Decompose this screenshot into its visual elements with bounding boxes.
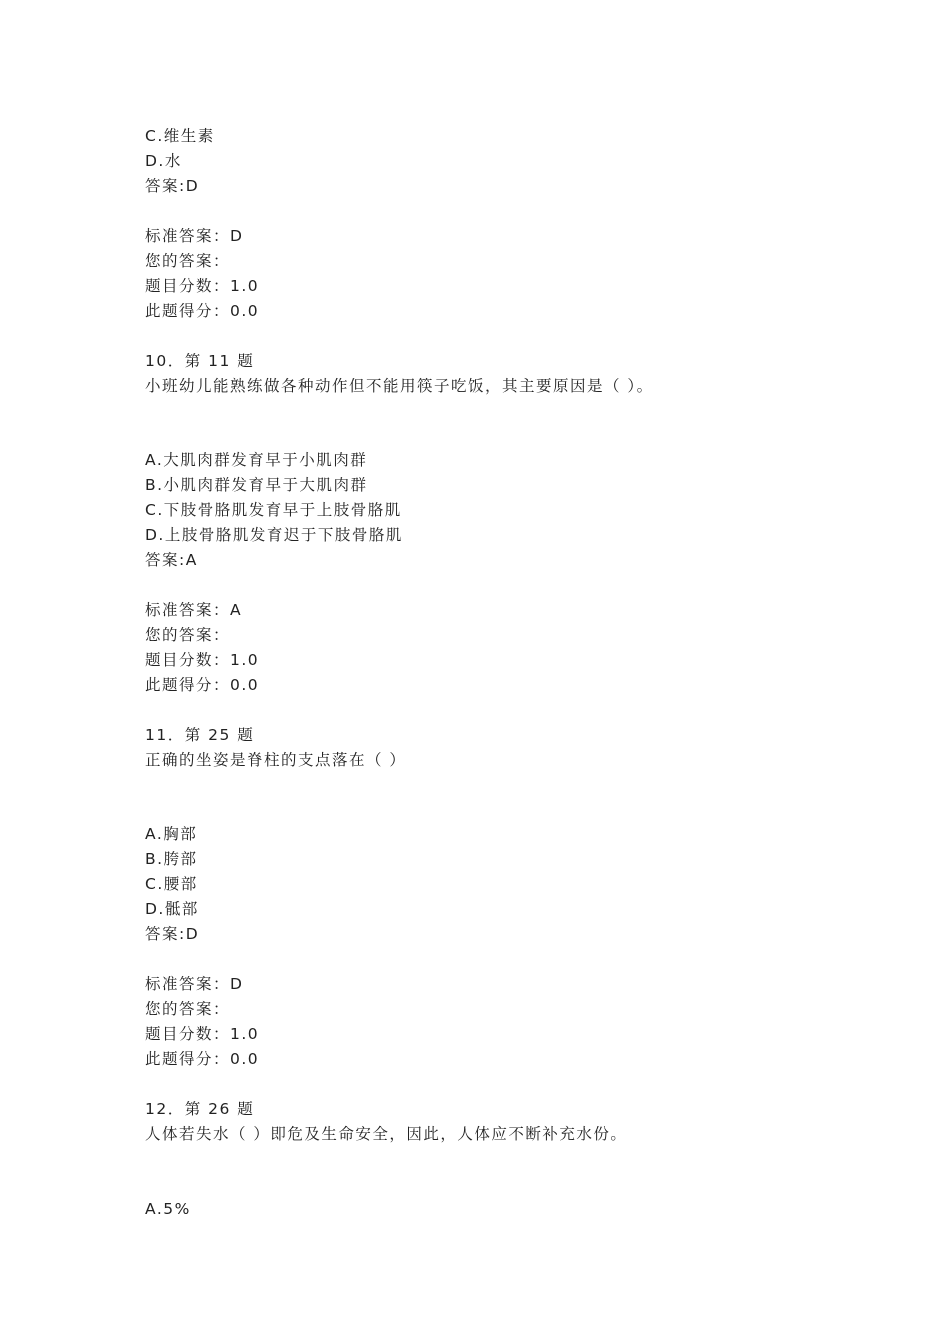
option-a: A.5%	[145, 1199, 191, 1218]
question-header: 11．第 25 题	[145, 725, 255, 744]
option-a: A.胸部	[145, 825, 198, 844]
option-d: D.水	[145, 152, 182, 170]
earned-score: 此题得分：0.0	[145, 301, 260, 320]
question-stem: 正确的坐姿是脊柱的支点落在（ ）	[145, 750, 407, 769]
spacer	[145, 698, 865, 723]
spacer	[145, 1072, 865, 1097]
your-answer: 您的答案：	[145, 625, 231, 644]
option-a: A.大肌肉群发育早于小肌肉群	[145, 451, 368, 470]
spacer	[145, 573, 865, 598]
question-header: 10．第 11 题	[145, 351, 255, 370]
your-answer: 您的答案：	[145, 1000, 231, 1019]
question-score: 题目分数：1.0	[145, 276, 260, 295]
option-d: D.上肢骨胳肌发育迟于下肢骨胳肌	[145, 526, 403, 545]
answer-line: 答案:A	[145, 551, 198, 570]
spacer	[145, 324, 865, 349]
question-score: 题目分数：1.0	[145, 650, 260, 669]
standard-answer: 标准答案：D	[145, 975, 244, 994]
option-b: B.胯部	[145, 850, 198, 869]
spacer	[145, 199, 865, 224]
option-c: C.腰部	[145, 875, 198, 894]
your-answer: 您的答案：	[145, 251, 231, 270]
question-score: 题目分数：1.0	[145, 1025, 260, 1044]
question-stem: 小班幼儿能熟练做各种动作但不能用筷子吃饭，其主要原因是（ ）。	[145, 376, 654, 395]
answer-line: 答案:D	[145, 177, 200, 195]
spacer	[145, 947, 865, 972]
spacer	[145, 399, 865, 449]
standard-answer: 标准答案：A	[145, 600, 243, 619]
earned-score: 此题得分：0.0	[145, 675, 260, 694]
spacer	[145, 1147, 865, 1197]
option-c: C.下肢骨胳肌发育早于上肢骨胳肌	[145, 501, 402, 520]
spacer	[145, 773, 865, 823]
earned-score: 此题得分：0.0	[145, 1050, 260, 1069]
option-c: C.维生素	[145, 127, 215, 145]
option-d: D.骶部	[145, 900, 199, 919]
answer-line: 答案:D	[145, 925, 200, 944]
option-b: B.小肌肉群发育早于大肌肉群	[145, 476, 368, 495]
document-page	[145, 124, 865, 1222]
question-stem: 人体若失水（ ）即危及生命安全，因此，人体应不断补充水份。	[145, 1124, 628, 1143]
standard-answer: 标准答案：D	[145, 226, 244, 245]
question-header: 12．第 26 题	[145, 1099, 255, 1118]
